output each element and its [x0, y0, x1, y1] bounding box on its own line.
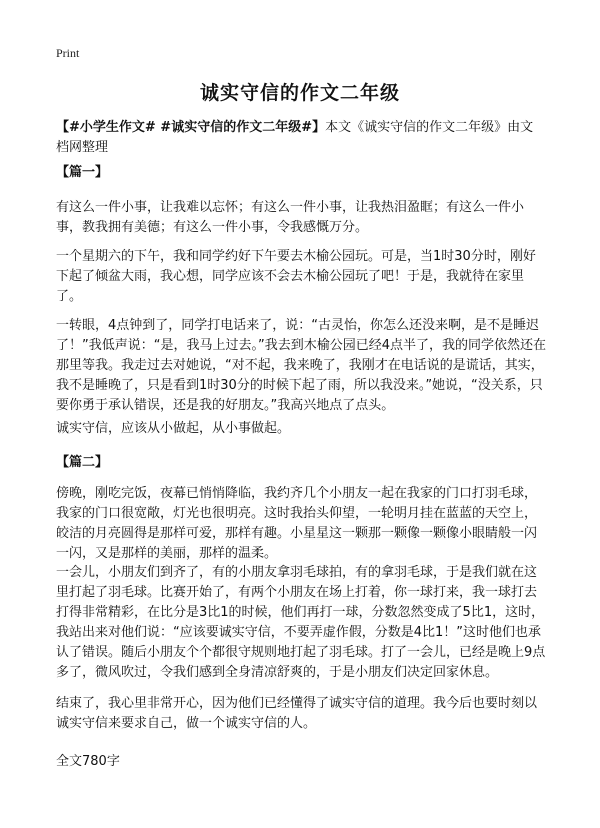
section-1-paragraph-3: 一转眼，4点钟到了，同学打电话来了，说：“古灵怡，你怎么还没来啊，是不是睡迟了！”我低声说：“是，我马上过去。”我去到木榆公园已经4点半了，我的同学依然还在那里等我。我走过去对她说，“对不起，我来晚了，我刚才在电话说的是谎话，其实，我不是睡晚了，只是看到1时30分的时候下起了雨，所以我没来。”她说，“没关系，只要你勇于承认错误，还是我的好朋友。”我高兴地点了点头。 — [56, 318, 546, 413]
print-label[interactable]: Print — [56, 46, 80, 60]
section-1-paragraph-4: 诚实守信，应该从小做起，从小事做起。 — [56, 421, 291, 436]
section-2-paragraph-1: 傍晚，刚吃完饭，夜幕已悄悄降临，我约齐几个小朋友一起在我家的门口打羽毛球，我家的门口很宽敞，灯光也很明亮。这时我抬头仰望，一轮明月挂在蓝蓝的天空上，皎洁的月亮圆得是那样可爱，那样有趣。小星星这一颗那一颗像一颗像小眼睛般一闪一闪，又是那样的美丽，那样的温柔。 — [56, 486, 538, 561]
intro-tags: 【#小学生作文# #诚实守信的作文二年级#】 — [56, 120, 326, 135]
section-2-paragraph-2: 一会儿，小朋友们到齐了，有的小朋友拿羽毛球拍，有的拿羽毛球，于是我们就在这里打起了羽毛球。比赛开始了，有两个小朋友在场上打着，你一球打来，我一球打去打得非常精彩，在比分是3比1的时候，他们再打一球，分数忽然变成了5比1，这时，我站出来对他们说：“应该要诚实守信，不要弄虚作假，分数是4比1！”这时他们也承认了错误。随后小朋友个个都很守规则地打起了羽毛球。打了一会儿，已经是晚上9点多了，微风吹过，令我们感到全身清凉舒爽的，于是小朋友们决定回家休息。 — [56, 565, 546, 680]
intro-text: 本文《诚实守信的作文二年级》由文档网整理 — [56, 120, 534, 155]
document-title: 诚实守信的作文二年级 — [199, 82, 400, 104]
section-2-paragraph-3: 结束了，我心里非常开心，因为他们已经懂得了诚实守信的道理。我今后也要时刻以诚实守信来要求自己，做一个诚实守信的人。 — [56, 696, 538, 731]
section-1-paragraph-1: 有这么一件小事，让我难以忘怀；有这么一件小事，让我热泪盈眶；有这么一件小事，教我拥有美德；有这么一件小事，令我感慨万分。 — [56, 200, 525, 235]
word-count: 全文780字 — [56, 754, 120, 769]
section-heading-1: 【篇一】 — [56, 165, 109, 180]
section-1-paragraph-2: 一个星期六的下午，我和同学约好下午要去木榆公园玩。可是，当1时30分时，刚好下起了倾盆大雨，我心想，同学应该不会去木榆公园玩了吧！于是，我就待在家里了。 — [56, 249, 536, 304]
intro-line — [56, 118, 546, 158]
section-heading-2: 【篇二】 — [56, 455, 109, 470]
